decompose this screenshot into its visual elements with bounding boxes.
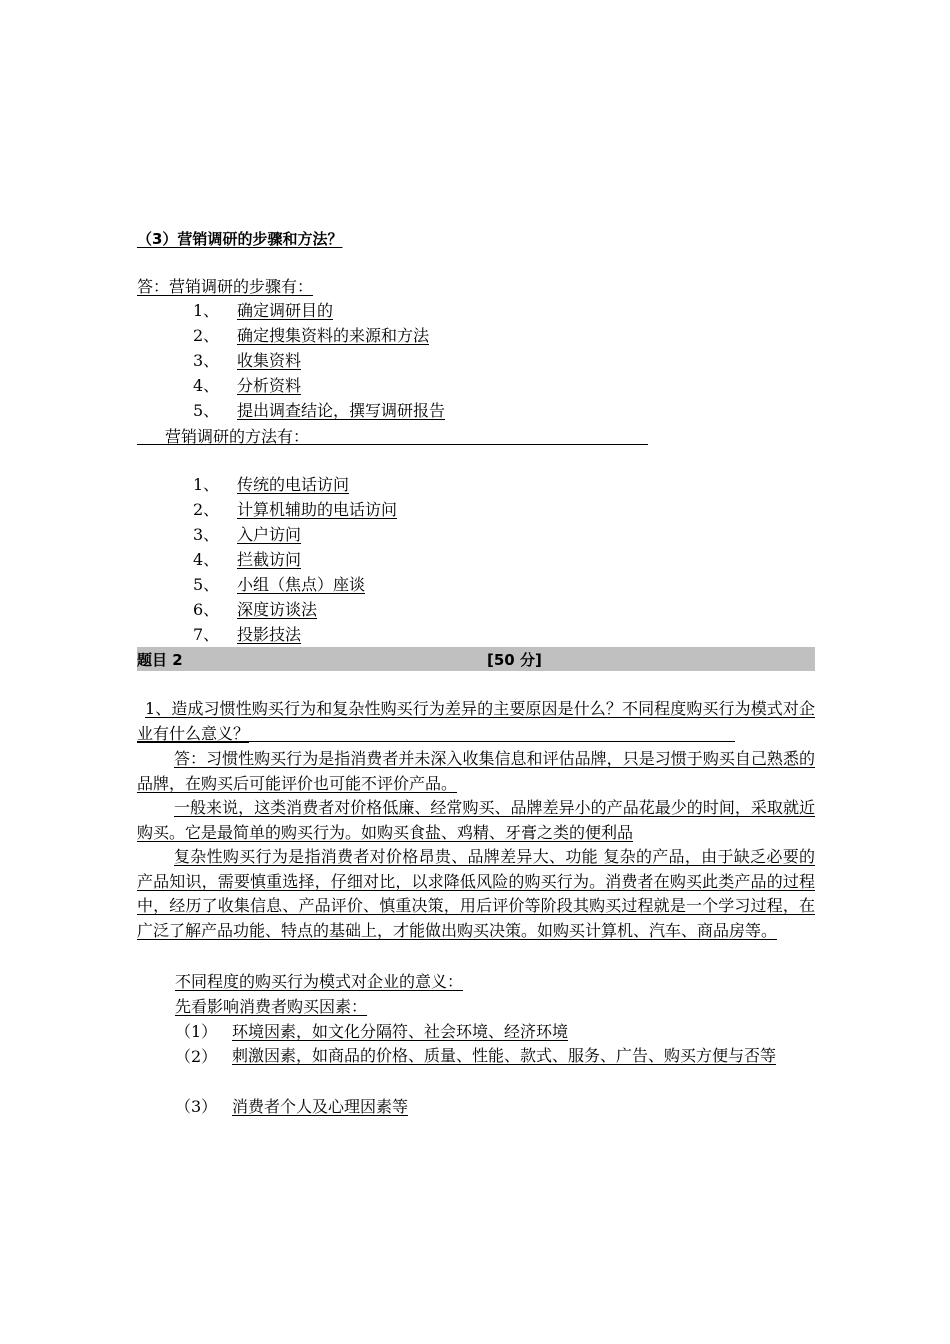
list-number: 6、 [193, 600, 220, 619]
list-text: 入户访问 [237, 525, 302, 544]
list-text: 确定调研目的 [237, 301, 334, 320]
list-text: 收集资料 [237, 351, 302, 370]
question-header-bar [137, 647, 815, 671]
list-text: 计算机辅助的电话访问 [237, 500, 398, 519]
list-number: 5、 [193, 401, 220, 420]
list-text: 刺激因素，如商品的价格、质量、性能、款式、服务、广告、购买方便与否等 [232, 1046, 777, 1065]
list-number: 3、 [193, 525, 220, 544]
factors-intro: 先看影响消费者购买因素： [175, 997, 368, 1016]
list-number: 2、 [193, 500, 220, 519]
list-text: 小组（焦点）座谈 [237, 575, 366, 594]
answer-intro: 答：营销调研的步骤有： [137, 277, 314, 296]
list-number: （1） [175, 1022, 218, 1041]
list-number: 1、 [193, 301, 220, 320]
list-number: 5、 [193, 575, 220, 594]
list-number: 3、 [193, 351, 220, 370]
underline-divider [137, 741, 735, 742]
list-text: 深度访谈法 [237, 600, 318, 619]
question-score: [50 分] [487, 651, 542, 669]
answer-paragraph: 一般来说，这类消费者对价格低廉、经常购买、品牌差异小的产品花最少的时间，采取就近购买。它是最简单的购买行为。如购买食盐、鸡精、牙膏之类的便利品 [137, 798, 815, 842]
question-prompt: 1、造成习惯性购买行为和复杂性购买行为差异的主要原因是什么？不同程度购买行为模式对企业有什么意义？ [137, 699, 815, 743]
list-text: 传统的电话访问 [237, 475, 350, 494]
list-number: （2） [175, 1047, 218, 1066]
question-title: 题目 2 [137, 651, 183, 669]
list-number: （3） [175, 1097, 218, 1116]
significance-heading: 不同程度的购买行为模式对企业的意义： [175, 972, 464, 991]
section-question: （3）营销调研的步骤和方法？ [137, 230, 343, 248]
list-text: 环境因素，如文化分隔符、社会环境、经济环境 [232, 1022, 569, 1041]
list-text: 投影技法 [237, 625, 302, 644]
answer-paragraph: 答：习惯性购买行为是指消费者并未深入收集信息和评估品牌，只是习惯于购买自己熟悉的品牌，在购买后可能评价也可能不评价产品。 [137, 749, 815, 793]
list-text: 提出调查结论，撰写调研报告 [237, 401, 446, 420]
list-text: 拦截访问 [237, 550, 302, 569]
list-number: 7、 [193, 625, 220, 644]
list-text: 消费者个人及心理因素等 [232, 1097, 409, 1116]
methods-intro: 营销调研的方法有： [165, 427, 310, 446]
underline-divider [137, 444, 648, 445]
list-text: 确定搜集资料的来源和方法 [237, 326, 430, 345]
list-text: 分析资料 [237, 376, 302, 395]
list-number: 4、 [193, 376, 220, 395]
answer-paragraph: 复杂性购买行为是指消费者对价格昂贵、品牌差异大、功能 复杂的产品，由于缺乏必要的产品知识，需要慎重选择，仔细对比，以求降低风险的购买行为。消费者在购买此类产品的过程中，经历了收集信息、产品评价、慎重决策，用后评价等阶段其购买过程就是一个学习过程，在广泛了解产品功能、特点的基础上，才能做出购买决策。如购买计算机、汽车、商品房等。 [137, 847, 815, 940]
list-number: 1、 [193, 475, 220, 494]
list-number: 2、 [193, 326, 220, 345]
list-number: 4、 [193, 550, 220, 569]
